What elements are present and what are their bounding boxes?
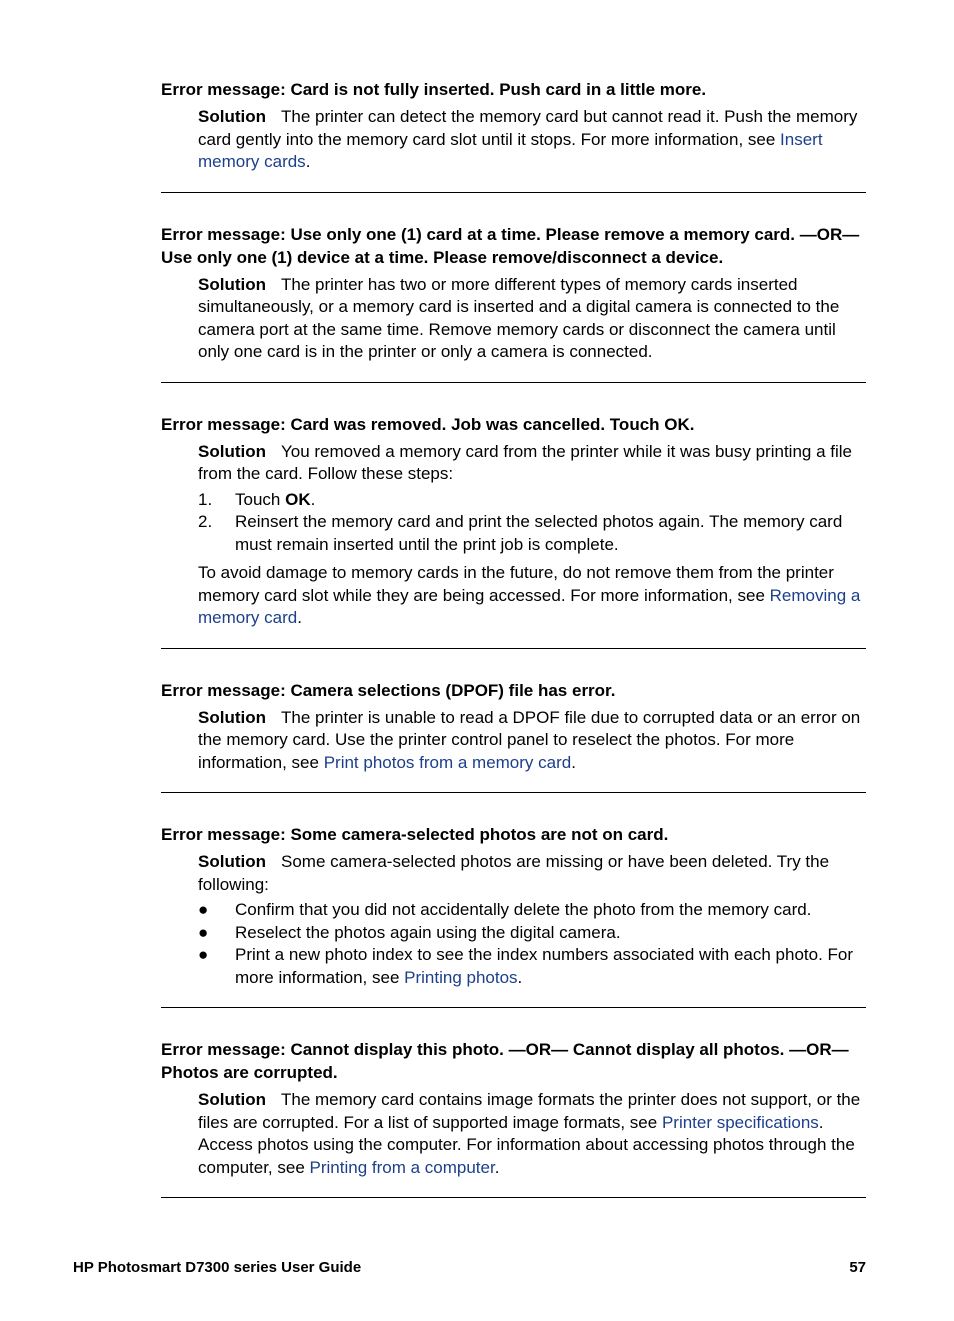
list-item (198, 899, 866, 922)
error-section-card-removed (161, 413, 866, 630)
punctuation: . (571, 752, 576, 772)
steps-list (198, 489, 866, 557)
list-item (198, 944, 866, 989)
solution-text: Some camera-selected photos are missing or have been deleted. Try the following: (198, 852, 830, 894)
list-item (198, 489, 866, 512)
bullet-icon: ● (198, 945, 209, 964)
page-number: 57 (849, 1259, 866, 1276)
bullet-icon: ● (198, 900, 209, 919)
bullet-text: Print a new photo index to see the index numbers associated with each photo. For more information, see (235, 945, 854, 987)
solution-text: The memory card contains image formats the printer does not support, or the files are corrupted. For a list of supported image formats, see (198, 1090, 861, 1132)
solution-label: Solution (198, 441, 266, 461)
solution-text: The printer has two or more different types of memory cards inserted simultaneously, or a memory card is inserted and a digital camera is connected to the camera port at the same time. Remove memory cards or disconnect the camera until only one card is in the printer or only a camera is connected. (198, 274, 840, 361)
punctuation: . (297, 608, 302, 627)
step-text: Touch (235, 489, 286, 509)
section-divider (161, 192, 866, 193)
section-divider (161, 1007, 866, 1008)
bullet-text: Reselect the photos again using the digital camera. (235, 922, 621, 942)
error-section-one-card (161, 223, 866, 364)
link-print-photos-memory-card[interactable]: Print photos from a memory card (323, 752, 572, 772)
error-section-photos-missing (161, 823, 866, 989)
step-text: Reinsert the memory card and print the selected photos again. The memory card must remain inserted until the print job is complete. (235, 512, 843, 554)
list-item (198, 922, 866, 945)
section-divider (161, 1197, 866, 1198)
punctuation: . (310, 489, 316, 509)
page-footer (73, 1259, 866, 1276)
solution-text: The printer is unable to read a DPOF file due to corrupted data or an error on the memory card. Use the printer control panel to reselect the photos. For more information, see (198, 707, 861, 772)
error-section-card-not-inserted (161, 78, 866, 174)
solution-block (198, 106, 866, 174)
solution-label: Solution (198, 274, 266, 294)
solution-block (198, 1089, 866, 1179)
error-heading: Error message: Some camera-selected photos are not on card. (161, 825, 669, 844)
solution-label: Solution (198, 1090, 266, 1109)
note-text: To avoid damage to memory cards in the future, do not remove them from the printer memory card slot while they are being accessed. For more information, see (198, 563, 834, 605)
error-heading: Error message: Card is not fully inserted. Push card in a little more. (161, 80, 707, 99)
solution-text: . Access photos using the computer. For information about accessing photos through the computer, see (198, 1112, 855, 1177)
solution-label: Solution (198, 707, 266, 727)
footer-title: HP Photosmart D7300 series User Guide (73, 1259, 362, 1276)
solution-block (198, 274, 866, 364)
error-heading: Error message: Cannot display this photo. —OR— Cannot display all photos. —OR— Photos are corrupted. (161, 1040, 849, 1082)
error-section-cannot-display (161, 1038, 866, 1179)
bullet-icon: ● (198, 922, 209, 942)
solution-block (198, 851, 866, 989)
link-printing-photos[interactable]: Printing photos (404, 967, 518, 987)
punctuation: . (305, 152, 311, 171)
ok-button-label: OK (285, 489, 311, 509)
page-content (161, 78, 866, 1228)
error-heading: Error message: Use only one (1) card at a time. Please remove a memory card. —OR— Use only one (1) device at a time. Please remove/disconnect a device. (161, 224, 860, 267)
error-section-dpof (161, 679, 866, 775)
solution-label: Solution (198, 852, 266, 871)
note-paragraph (198, 562, 866, 630)
solution-label: Solution (198, 107, 266, 126)
punctuation: . (517, 967, 523, 987)
error-heading: Error message: Camera selections (DPOF) file has error. (161, 680, 616, 700)
link-removing-memory-card[interactable]: Removing a memory card (198, 585, 861, 627)
solution-text: You removed a memory card from the printer while it was busy printing a file from the card. Follow these steps: (198, 441, 852, 483)
step-number: 1. (198, 489, 213, 509)
list-item (198, 511, 866, 556)
link-printer-specifications[interactable]: Printer specifications (661, 1112, 819, 1132)
step-number: 2. (198, 512, 213, 531)
link-insert-memory-cards[interactable]: Insert memory cards (198, 129, 823, 171)
solution-block (198, 441, 866, 630)
solution-text: The printer can detect the memory card but cannot read it. Push the memory card gently into the memory card slot until it stops. For more information, see (198, 107, 858, 149)
section-divider (161, 792, 866, 793)
bullet-list (198, 899, 866, 989)
section-divider (161, 382, 866, 383)
error-heading: Error message: Card was removed. Job was cancelled. Touch OK. (161, 414, 695, 434)
bullet-text: Confirm that you did not accidentally delete the photo from the memory card. (235, 900, 812, 919)
section-divider (161, 648, 866, 649)
solution-block (198, 707, 866, 775)
punctuation: . (494, 1157, 500, 1177)
link-printing-from-computer[interactable]: Printing from a computer (309, 1157, 495, 1177)
